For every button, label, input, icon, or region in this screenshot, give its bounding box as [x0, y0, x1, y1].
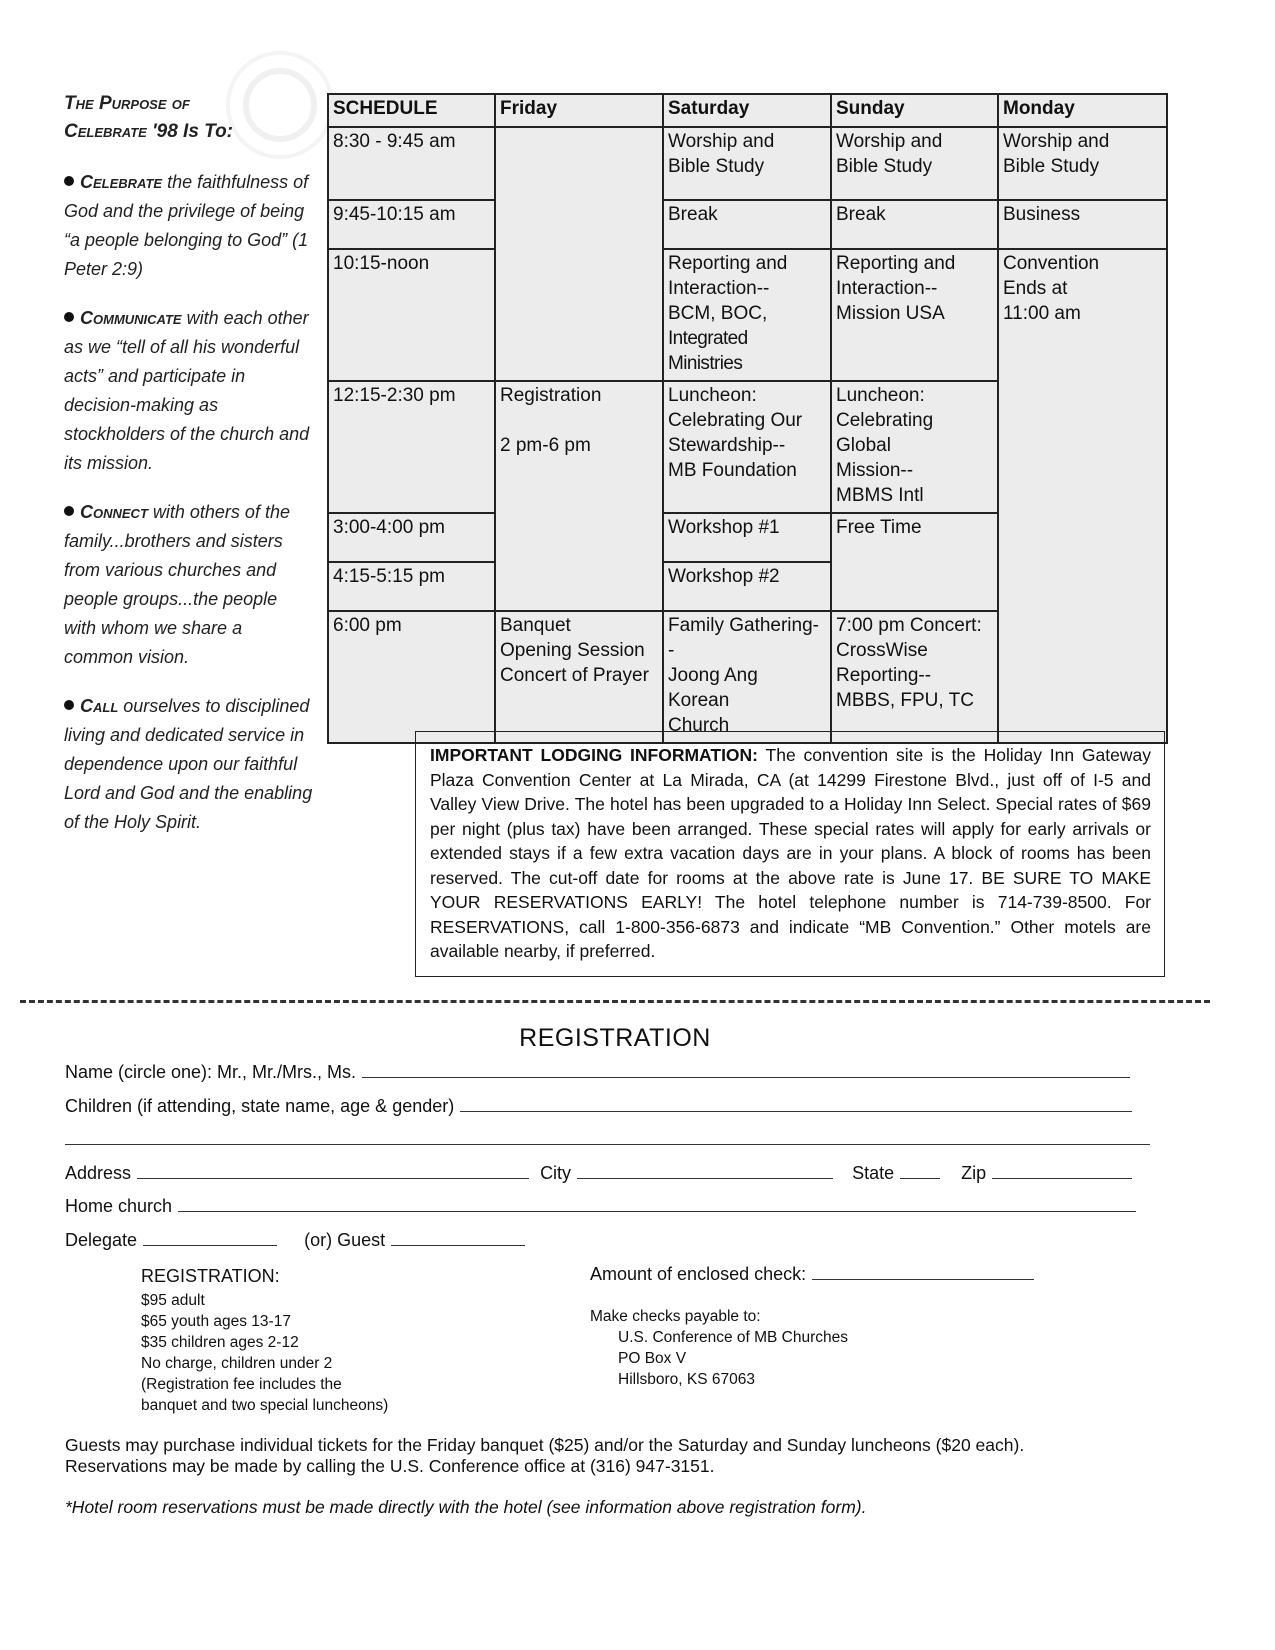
check-amount-row [590, 1264, 1040, 1285]
bullet-text: with each other as we “tell of all his wonderful acts” and participate in decision-making as stockholders of the church and its mission. [64, 308, 310, 473]
children-field-continued[interactable] [65, 1131, 1150, 1145]
saturday-worship-cell: Worship and Bible Study [663, 127, 831, 200]
bullet-text: the faithfulness of God and the privilege of being “a people belonging to God” (1 Peter 2:9) [64, 172, 309, 279]
purpose-bullet-connect [64, 498, 314, 672]
saturday-break-cell: Break [663, 200, 831, 249]
bullet-keyword: Connect [80, 502, 148, 522]
church-label: Home church [65, 1196, 173, 1216]
time-cell: 3:00-4:00 pm [328, 513, 495, 562]
payable-line: PO Box V [618, 1350, 687, 1367]
city-field[interactable] [577, 1165, 833, 1179]
schedule-table [327, 93, 1168, 744]
bullet-icon [64, 506, 74, 516]
purpose-bullet-communicate [64, 304, 314, 478]
guests-line: Reservations may be made by calling the U.S. Conference office at (316) 947-3151. [65, 1456, 715, 1476]
bullet-keyword: Call [80, 696, 119, 716]
payable-line: Hillsboro, KS 67063 [618, 1371, 755, 1388]
bullet-text: ourselves to disciplined living and dedicated service in dependence upon our faithful Lord and God and the enabling of the Holy Spirit. [64, 696, 313, 832]
header-friday: Friday [495, 94, 663, 127]
children-row [65, 1096, 1138, 1117]
registration-fees [141, 1264, 388, 1416]
bullet-icon [64, 700, 74, 710]
payable-title: Make checks payable to: [590, 1308, 761, 1325]
friday-evening-cell: Banquet Opening Session Concert of Prayer [495, 611, 663, 743]
friday-registration-cell: Registration 2 pm-6 pm [495, 381, 663, 611]
header-saturday: Saturday [663, 94, 831, 127]
time-cell: 6:00 pm [328, 611, 495, 743]
purpose-title-rest: '98 Is To: [146, 121, 233, 142]
name-row [65, 1062, 1136, 1083]
fee-line: $95 adult [141, 1292, 205, 1309]
fee-line: No charge, children under 2 [141, 1355, 333, 1372]
time-cell: 8:30 - 9:45 am [328, 127, 495, 200]
purpose-title-celebrate: Celebrate [64, 121, 147, 142]
lodging-label: IMPORTANT LODGING INFORMATION: [430, 745, 759, 765]
header-schedule: SCHEDULE [328, 94, 495, 127]
address-row [65, 1163, 1138, 1184]
purpose-column [64, 90, 314, 857]
sunday-luncheon-cell: Luncheon: Celebrating Global Mission-- MBMS Intl [831, 381, 998, 513]
delegate-row [65, 1230, 531, 1251]
church-row [65, 1196, 1142, 1217]
name-field[interactable] [362, 1064, 1130, 1078]
schedule-header-row [328, 94, 1167, 127]
monday-ends-cell: Convention Ends at 11:00 am [998, 249, 1167, 743]
header-monday: Monday [998, 94, 1167, 127]
bullet-icon [64, 312, 74, 322]
cut-line-divider [20, 1000, 1210, 1003]
saturday-evening-cell: Family Gathering-- Joong Ang Korean Church [663, 611, 831, 743]
hotel-note: *Hotel room reservations must be made directly with the hotel (see information above registration form). [65, 1497, 867, 1517]
bullet-icon [64, 176, 74, 186]
header-sunday: Sunday [831, 94, 998, 127]
guest-field[interactable] [391, 1232, 525, 1246]
address-label: Address [65, 1163, 132, 1183]
fee-line: $65 youth ages 13-17 [141, 1313, 291, 1330]
bullet-text: with others of the family...brothers and sisters from various churches and people groups...the people with whom we share a common vision. [64, 502, 290, 667]
table-row [328, 249, 1167, 381]
saturday-workshop1-cell: Workshop #1 [663, 513, 831, 562]
zip-field[interactable] [992, 1165, 1132, 1179]
children-label: Children (if attending, state name, age & gender) [65, 1096, 455, 1116]
purpose-title [64, 90, 314, 146]
monday-worship-cell: Worship and Bible Study [998, 127, 1167, 200]
purpose-bullet-celebrate [64, 168, 314, 284]
sunday-reporting-cell: Reporting and Interaction-- Mission USA [831, 249, 998, 381]
sunday-worship-cell: Worship and Bible Study [831, 127, 998, 200]
saturday-workshop2-cell: Workshop #2 [663, 562, 831, 611]
guests-line: Guests may purchase individual tickets for the Friday banquet ($25) and/or the Saturday and Sunday luncheons ($20 each). [65, 1435, 1025, 1455]
time-cell: 9:45-10:15 am [328, 200, 495, 249]
registration-title: REGISTRATION [519, 1024, 711, 1052]
guest-label: (or) Guest [304, 1230, 386, 1250]
payable-block [590, 1306, 848, 1390]
purpose-title-line1: The Purpose of [64, 93, 190, 114]
bullet-keyword: Celebrate [80, 172, 163, 192]
check-label: Amount of enclosed check: [590, 1264, 807, 1284]
time-cell: 4:15-5:15 pm [328, 562, 495, 611]
friday-empty-cell [495, 127, 663, 381]
delegate-label: Delegate [65, 1230, 138, 1250]
name-label: Name (circle one): Mr., Mr./Mrs., Ms. [65, 1062, 357, 1082]
zip-label: Zip [961, 1163, 987, 1183]
delegate-field[interactable] [143, 1232, 277, 1246]
payable-line: U.S. Conference of MB Churches [618, 1329, 849, 1346]
time-cell: 10:15-noon [328, 249, 495, 381]
table-row [328, 200, 1167, 249]
children-field[interactable] [460, 1098, 1132, 1112]
time-cell: 12:15-2:30 pm [328, 381, 495, 513]
fee-line: banquet and two special luncheons) [141, 1397, 389, 1414]
state-label: State [852, 1163, 895, 1183]
children-row-2 [65, 1129, 1156, 1150]
fees-title: REGISTRATION: [141, 1266, 280, 1286]
purpose-bullet-call [64, 692, 314, 837]
sunday-evening-cell: 7:00 pm Concert: CrossWise Reporting-- MBBS, FPU, TC [831, 611, 998, 743]
address-field[interactable] [137, 1165, 529, 1179]
table-row [328, 127, 1167, 200]
fee-line: (Registration fee includes the [141, 1376, 342, 1393]
church-field[interactable] [178, 1198, 1136, 1212]
saturday-reporting-cell: Reporting and Interaction-- BCM, BOC, Integrated Ministries [663, 249, 831, 381]
bullet-keyword: Communicate [80, 308, 182, 328]
lodging-info-box [415, 731, 1165, 977]
guest-tickets-info [65, 1435, 1024, 1477]
monday-business-cell: Business [998, 200, 1167, 249]
state-field[interactable] [900, 1165, 940, 1179]
fee-line: $35 children ages 2-12 [141, 1334, 299, 1351]
city-label: City [540, 1163, 572, 1183]
sunday-free-cell: Free Time [831, 513, 998, 611]
saturday-luncheon-cell: Luncheon: Celebrating Our Stewardship-- MB Foundation [663, 381, 831, 513]
sunday-break-cell: Break [831, 200, 998, 249]
check-amount-field[interactable] [812, 1266, 1034, 1280]
lodging-text: The convention site is the Holiday Inn Gateway Plaza Convention Center at La Mirada, CA (at 14299 Firestone Blvd., just off of I-5 and Valley View Drive. The hotel has been upgraded to a Holiday Inn Select. Special rates of $69 per night (plus tax) have been arranged. These special rates will apply for early arrivals or extended stays if a few extra vacation days are in your plans. A block of rooms has been reserved. The cut-off date for rooms at the above rate is June 17. BE SURE TO MAKE YOUR RESERVATIONS EARLY! The hotel telephone number is 714-739-8500. For RESERVATIONS, call 1-800-356-6873 and indicate “MB Convention.” Other motels are available nearby, if preferred. [430, 745, 1151, 961]
